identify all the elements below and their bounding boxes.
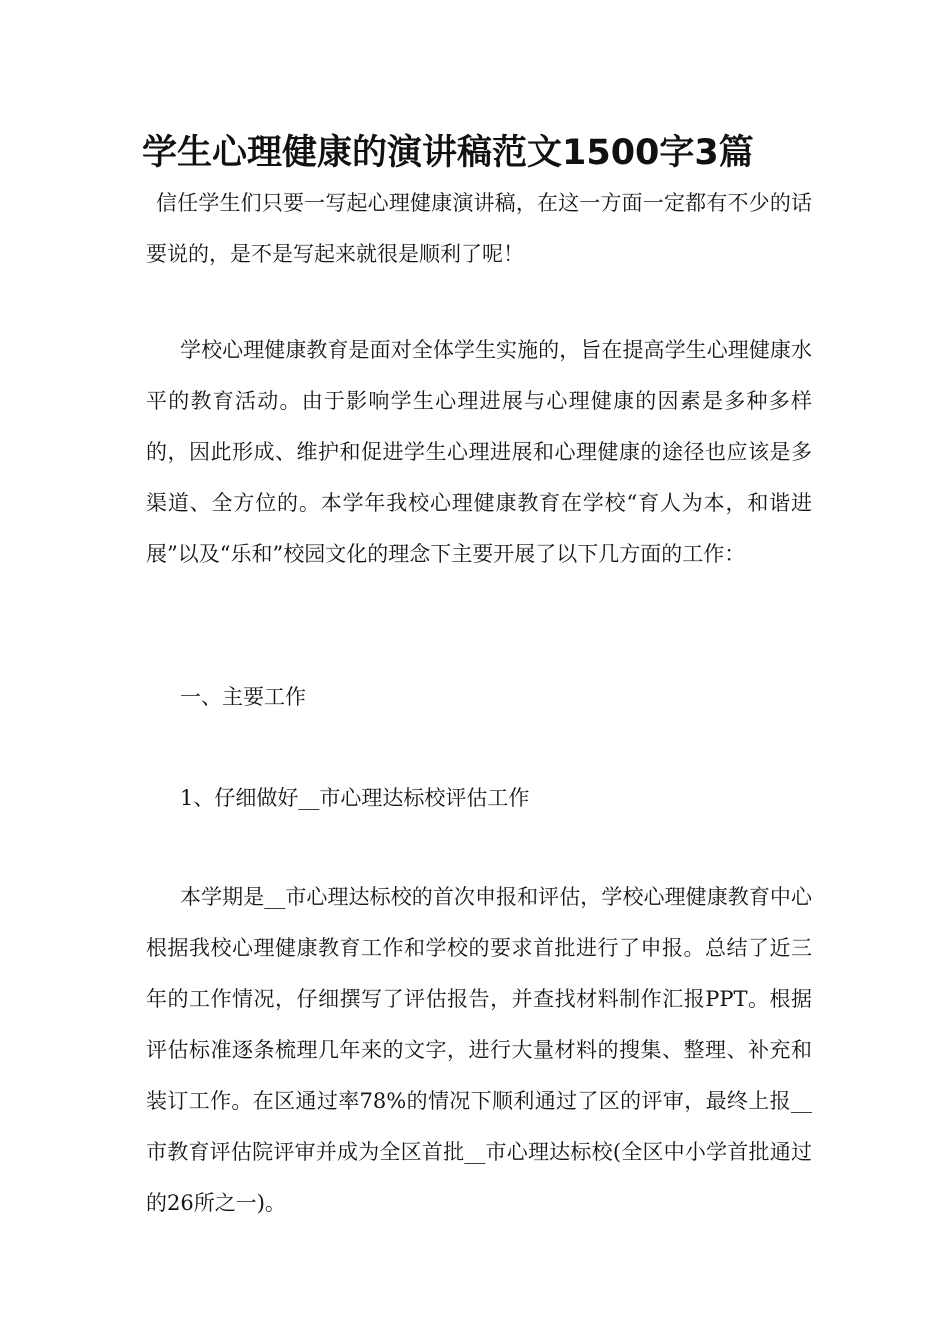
body-paragraph: 学校心理健康教育是面对全体学生实施的，旨在提高学生心理健康水平的教育活动。由于影响学生心理进展与心理健康的因素是多种多样的，因此形成、维护和促进学生心理进展和心理健康的途径也应该是多渠道、全方位的。本学年我校心理健康教育在学校“育人为本，和谐进展”以及“乐和”校园文化的理念下主要开展了以下几方面的工作：	[146, 338, 812, 566]
section-heading: 一、主要工作	[180, 685, 306, 709]
body-paragraph: 本学期是__市心理达标校的首次申报和评估，学校心理健康教育中心根据我校心理健康教育工作和学校的要求首批进行了申报。总结了近三年的工作情况，仔细撰写了评估报告，并查找材料制作汇报PPT。根据评估标准逐条梳理几年来的文字，进行大量材料的搜集、整理、补充和装订工作。在区通过率78%的情况下顺利通过了区的评审，最终上报__市教育评估院评审并成为全区首批__市心理达标校(全区中小学首批通过的26所之一)。	[146, 885, 812, 1215]
subsection-heading: 1、仔细做好__市心理达标校评估工作	[180, 786, 530, 810]
document-title: 学生心理健康的演讲稿范文1500字3篇	[142, 133, 754, 173]
intro-paragraph: 信任学生们只要一写起心理健康演讲稿，在这一方面一定都有不少的话要说的，是不是写起来就很是顺利了呢！	[146, 191, 812, 266]
